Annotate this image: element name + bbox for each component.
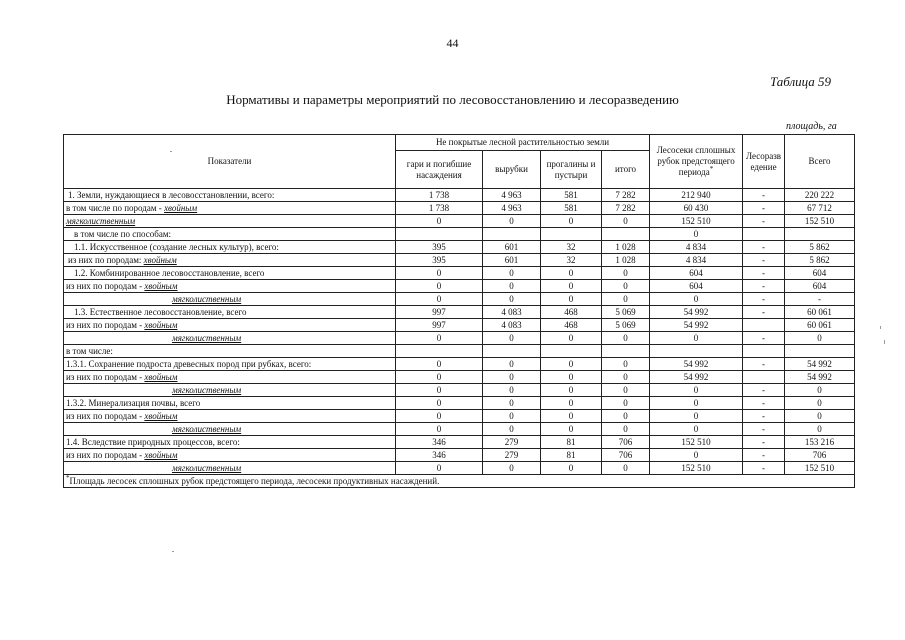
- cell-c6: -: [743, 423, 785, 436]
- cell-c1: 0: [396, 384, 483, 397]
- row-label-species: хвойным: [144, 319, 178, 330]
- row-label: в том числе по способам:: [64, 228, 396, 241]
- header-clearcut: [650, 135, 743, 189]
- cell-c7: 67 712: [785, 202, 855, 215]
- header-burnt: гари и погибшие насаждения: [396, 151, 483, 189]
- page-number: 44: [446, 36, 459, 50]
- row-label-species: хвойным: [144, 280, 178, 291]
- table-row: [64, 319, 855, 332]
- row-label: 1.4. Вследствие природных процессов, всего:: [64, 436, 396, 449]
- cell-c2: [483, 345, 541, 358]
- cell-c6: [743, 319, 785, 332]
- cell-c6: -: [743, 449, 785, 462]
- cell-c6: [743, 345, 785, 358]
- cell-c1: [396, 345, 483, 358]
- cell-c2: 279: [483, 436, 541, 449]
- row-label: в том числе:: [64, 345, 396, 358]
- cell-c5: 0: [650, 410, 743, 423]
- cell-c7: -: [785, 293, 855, 306]
- norms-table: [63, 134, 855, 488]
- cell-c4: 7 282: [602, 202, 650, 215]
- cell-c5: 54 992: [650, 306, 743, 319]
- row-label-text: из них по породам -: [66, 319, 145, 330]
- row-label: 1.3.2. Минерализация почвы, всего: [64, 397, 396, 410]
- cell-c7: 54 992: [785, 371, 855, 384]
- footnote: [64, 475, 855, 488]
- row-label: [64, 280, 396, 293]
- cell-c1: 0: [396, 267, 483, 280]
- cell-c7: 60 061: [785, 306, 855, 319]
- cell-c3: 0: [541, 371, 602, 384]
- cell-c1: 0: [396, 397, 483, 410]
- cell-c3: 0: [541, 397, 602, 410]
- scan-speck: [170, 151, 172, 152]
- scan-speck: [884, 340, 885, 344]
- row-label: [64, 254, 396, 267]
- row-label: [64, 293, 396, 306]
- cell-c6: -: [743, 410, 785, 423]
- cell-c2: 0: [483, 215, 541, 228]
- cell-c3: 81: [541, 449, 602, 462]
- row-label: [64, 371, 396, 384]
- cell-c4: 0: [602, 267, 650, 280]
- cell-c5: 4 834: [650, 254, 743, 267]
- cell-c5: 0: [650, 384, 743, 397]
- cell-c1: 346: [396, 436, 483, 449]
- cell-c2: 4 083: [483, 319, 541, 332]
- cell-c3: 468: [541, 319, 602, 332]
- header-indicators: Показатели: [64, 135, 396, 189]
- header-clearcut-label: Лесосеки сплошных рубок предстоящего периода: [656, 145, 736, 177]
- table-label: Таблица 59: [770, 74, 832, 89]
- cell-c1: 395: [396, 241, 483, 254]
- cell-c4: 0: [602, 462, 650, 475]
- table-row: [64, 384, 855, 397]
- table-row: [64, 254, 855, 267]
- row-label: [64, 384, 396, 397]
- row-label: [64, 462, 396, 475]
- cell-c4: 7 282: [602, 189, 650, 202]
- cell-c7: 152 510: [785, 462, 855, 475]
- cell-c4: 5 069: [602, 306, 650, 319]
- row-label-text: из них по породам -: [66, 280, 145, 291]
- footnote-mark: *: [709, 165, 714, 173]
- cell-c1: 997: [396, 319, 483, 332]
- cell-c2: 0: [483, 397, 541, 410]
- footnote-text: Площадь лесосек сплошных рубок предстоящего периода, лесосеки продуктивных насаждений.: [69, 475, 440, 486]
- cell-c3: 0: [541, 215, 602, 228]
- cell-c3: 0: [541, 384, 602, 397]
- table-body: [64, 189, 855, 475]
- table-row: [64, 280, 855, 293]
- cell-c4: [602, 345, 650, 358]
- cell-c7: 220 222: [785, 189, 855, 202]
- cell-c2: 279: [483, 449, 541, 462]
- cell-c2: 0: [483, 332, 541, 345]
- cell-c5: 152 510: [650, 215, 743, 228]
- cell-c4: 0: [602, 215, 650, 228]
- row-label: [64, 410, 396, 423]
- row-label-species: хвойным: [164, 202, 198, 213]
- cell-c6: -: [743, 215, 785, 228]
- row-label-species: мягколиственным: [172, 332, 242, 343]
- header-uncovered-group: Не покрытые лесной растительностью земли: [396, 135, 650, 151]
- header-total: итого: [602, 151, 650, 189]
- cell-c2: 0: [483, 423, 541, 436]
- cell-c5: 54 992: [650, 319, 743, 332]
- cell-c2: 4 963: [483, 202, 541, 215]
- table-row: [64, 293, 855, 306]
- cell-c5: [650, 345, 743, 358]
- cell-c6: -: [743, 241, 785, 254]
- cell-c1: 0: [396, 332, 483, 345]
- cell-c7: 604: [785, 280, 855, 293]
- row-label: [64, 423, 396, 436]
- cell-c3: 0: [541, 423, 602, 436]
- cell-c5: 60 430: [650, 202, 743, 215]
- cell-c2: 4 963: [483, 189, 541, 202]
- cell-c2: [483, 228, 541, 241]
- header-all: Всего: [785, 135, 855, 189]
- cell-c1: 0: [396, 358, 483, 371]
- table-row: [64, 462, 855, 475]
- table-row: [64, 267, 855, 280]
- cell-c5: 212 940: [650, 189, 743, 202]
- cell-c7: 706: [785, 449, 855, 462]
- row-label: 1.3. Естественное лесовосстановление, всего: [64, 306, 396, 319]
- cell-c3: 581: [541, 202, 602, 215]
- cell-c1: 0: [396, 371, 483, 384]
- cell-c6: -: [743, 436, 785, 449]
- scan-speck: [880, 326, 881, 329]
- row-label-species: хвойным: [143, 254, 177, 265]
- cell-c6: -: [743, 384, 785, 397]
- row-label: 1.3.1. Сохранение подроста древесных пород при рубках, всего:: [64, 358, 396, 371]
- cell-c7: 0: [785, 397, 855, 410]
- cell-c1: 0: [396, 280, 483, 293]
- cell-c7: 0: [785, 423, 855, 436]
- cell-c1: 997: [396, 306, 483, 319]
- cell-c6: -: [743, 306, 785, 319]
- cell-c6: [743, 228, 785, 241]
- table-row: [64, 397, 855, 410]
- table-row: [64, 202, 855, 215]
- cell-c1: 346: [396, 449, 483, 462]
- cell-c4: 0: [602, 332, 650, 345]
- cell-c3: 0: [541, 332, 602, 345]
- header-afforestation: Лесоразведение: [743, 135, 785, 189]
- header-glades: прогалины и пустыри: [541, 151, 602, 189]
- scan-speck: [172, 551, 174, 552]
- cell-c4: 0: [602, 358, 650, 371]
- cell-c3: 468: [541, 306, 602, 319]
- cell-c1: 0: [396, 423, 483, 436]
- cell-c6: [743, 371, 785, 384]
- cell-c4: 1 028: [602, 254, 650, 267]
- cell-c4: 0: [602, 371, 650, 384]
- cell-c4: [602, 228, 650, 241]
- table-row: [64, 306, 855, 319]
- cell-c3: 0: [541, 293, 602, 306]
- cell-c7: 152 510: [785, 215, 855, 228]
- table-row: [64, 449, 855, 462]
- cell-c5: 4 834: [650, 241, 743, 254]
- cell-c5: 604: [650, 267, 743, 280]
- cell-c7: 604: [785, 267, 855, 280]
- cell-c3: 81: [541, 436, 602, 449]
- cell-c4: 1 028: [602, 241, 650, 254]
- row-label: [64, 319, 396, 332]
- cell-c7: 5 862: [785, 254, 855, 267]
- row-label: 1.2. Комбинированное лесовосстановление, всего: [64, 267, 396, 280]
- cell-c3: 32: [541, 254, 602, 267]
- cell-c2: 4 083: [483, 306, 541, 319]
- cell-c6: -: [743, 397, 785, 410]
- table-row: [64, 423, 855, 436]
- cell-c1: 1 738: [396, 189, 483, 202]
- cell-c2: 0: [483, 358, 541, 371]
- row-label-species: мягколиственным: [172, 462, 242, 473]
- cell-c3: [541, 345, 602, 358]
- cell-c3: 0: [541, 267, 602, 280]
- cell-c6: -: [743, 462, 785, 475]
- table-row: [64, 189, 855, 202]
- cell-c3: 32: [541, 241, 602, 254]
- cell-c4: 0: [602, 384, 650, 397]
- cell-c7: 0: [785, 384, 855, 397]
- row-label: [64, 449, 396, 462]
- row-label: [64, 332, 396, 345]
- cell-c1: 0: [396, 215, 483, 228]
- row-label-text: из них по породам -: [66, 410, 145, 421]
- cell-c2: 0: [483, 293, 541, 306]
- cell-c7: [785, 228, 855, 241]
- cell-c3: 0: [541, 410, 602, 423]
- table-row: [64, 345, 855, 358]
- row-label-text: из них по породам:: [68, 254, 144, 265]
- cell-c4: 0: [602, 397, 650, 410]
- cell-c2: 0: [483, 462, 541, 475]
- row-label-species: мягколиственным: [66, 215, 136, 226]
- table-row: [64, 215, 855, 228]
- cell-c2: 601: [483, 241, 541, 254]
- row-label-species: хвойным: [144, 371, 178, 382]
- cell-c5: 0: [650, 293, 743, 306]
- table-row: [64, 228, 855, 241]
- cell-c4: 5 069: [602, 319, 650, 332]
- table-row: [64, 358, 855, 371]
- row-label-text: из них по породам -: [66, 371, 145, 382]
- row-label: [64, 215, 396, 228]
- row-label-species: мягколиственным: [172, 423, 242, 434]
- table-row: [64, 371, 855, 384]
- cell-c6: -: [743, 293, 785, 306]
- cell-c5: 604: [650, 280, 743, 293]
- cell-c6: -: [743, 358, 785, 371]
- cell-c5: 54 992: [650, 371, 743, 384]
- table-row: [64, 332, 855, 345]
- cell-c7: 5 862: [785, 241, 855, 254]
- cell-c5: 54 992: [650, 358, 743, 371]
- unit-label: площадь, га: [786, 121, 837, 132]
- table-row: [64, 241, 855, 254]
- row-label-species: хвойным: [144, 449, 178, 460]
- cell-c1: 0: [396, 462, 483, 475]
- cell-c1: 395: [396, 254, 483, 267]
- cell-c3: 0: [541, 280, 602, 293]
- cell-c4: 0: [602, 280, 650, 293]
- row-label-species: мягколиственным: [172, 293, 242, 304]
- cell-c1: [396, 228, 483, 241]
- row-label: 1. Земли, нуждающиеся в лесовосстановлении, всего:: [64, 189, 396, 202]
- row-label: 1.1. Искусственное (создание лесных культур), всего:: [64, 241, 396, 254]
- cell-c6: -: [743, 280, 785, 293]
- row-label-text: из них по породам -: [66, 449, 145, 460]
- cell-c3: [541, 228, 602, 241]
- row-label: [64, 202, 396, 215]
- cell-c1: 1 738: [396, 202, 483, 215]
- cell-c4: 0: [602, 293, 650, 306]
- cell-c7: 0: [785, 332, 855, 345]
- cell-c7: 54 992: [785, 358, 855, 371]
- cell-c7: 153 216: [785, 436, 855, 449]
- cell-c1: 0: [396, 410, 483, 423]
- cell-c1: 0: [396, 293, 483, 306]
- cell-c7: 60 061: [785, 319, 855, 332]
- cell-c3: 0: [541, 358, 602, 371]
- cell-c5: 0: [650, 449, 743, 462]
- cell-c6: -: [743, 189, 785, 202]
- cell-c4: 0: [602, 410, 650, 423]
- cell-c2: 0: [483, 371, 541, 384]
- cell-c2: 0: [483, 410, 541, 423]
- cell-c5: 0: [650, 228, 743, 241]
- cell-c4: 0: [602, 423, 650, 436]
- cell-c6: -: [743, 332, 785, 345]
- cell-c5: 0: [650, 423, 743, 436]
- table-title: Нормативы и параметры мероприятий по лесовосстановлению и лесоразведению: [226, 92, 679, 107]
- cell-c7: [785, 345, 855, 358]
- cell-c4: 706: [602, 436, 650, 449]
- cell-c6: -: [743, 267, 785, 280]
- header-cuttings: вырубки: [483, 151, 541, 189]
- table-row: [64, 410, 855, 423]
- cell-c3: 0: [541, 462, 602, 475]
- table-row: [64, 436, 855, 449]
- cell-c2: 0: [483, 280, 541, 293]
- cell-c2: 0: [483, 267, 541, 280]
- cell-c5: 152 510: [650, 462, 743, 475]
- cell-c4: 706: [602, 449, 650, 462]
- cell-c6: -: [743, 254, 785, 267]
- row-label-species: хвойным: [144, 410, 178, 421]
- cell-c2: 601: [483, 254, 541, 267]
- cell-c5: 0: [650, 332, 743, 345]
- row-label-species: мягколиственным: [172, 384, 242, 395]
- row-label-text: в том числе по породам -: [66, 202, 165, 213]
- cell-c3: 581: [541, 189, 602, 202]
- cell-c2: 0: [483, 384, 541, 397]
- cell-c7: 0: [785, 410, 855, 423]
- cell-c5: 152 510: [650, 436, 743, 449]
- footnote-mark-bottom: *: [66, 474, 70, 482]
- cell-c5: 0: [650, 397, 743, 410]
- cell-c6: -: [743, 202, 785, 215]
